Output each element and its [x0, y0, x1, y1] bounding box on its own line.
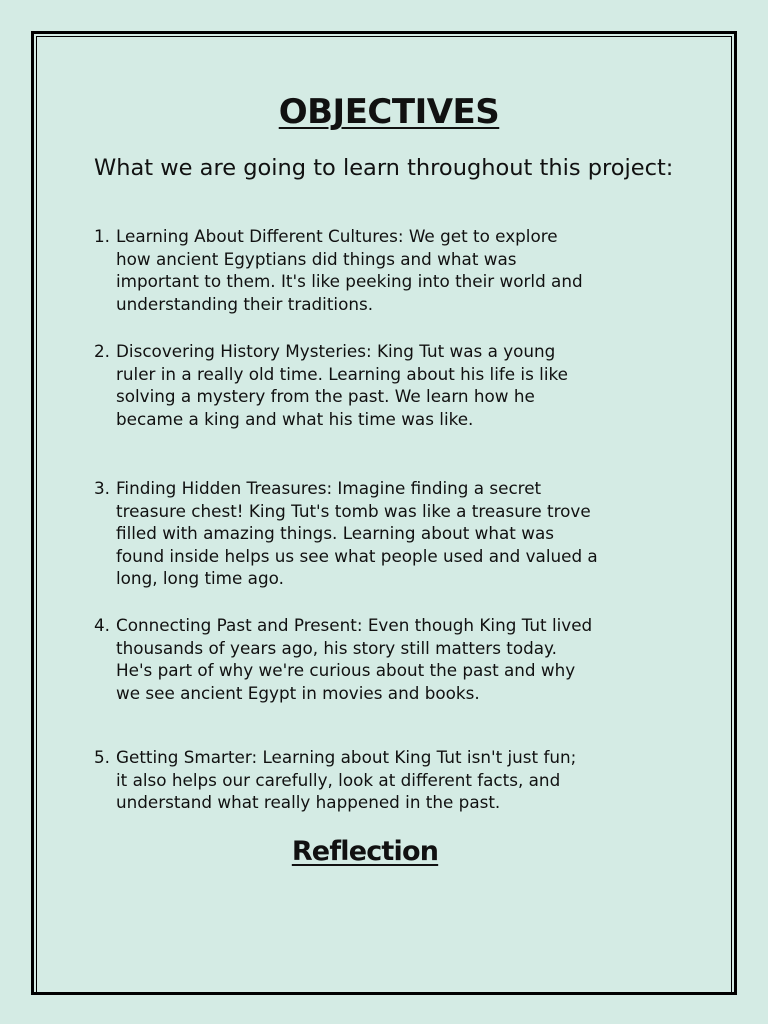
page-title: OBJECTIVES — [278, 92, 500, 132]
intro-text: What we are going to learn throughout this project: — [94, 155, 674, 181]
objective-item-3 — [94, 477, 684, 590]
objective-item-1 — [94, 225, 684, 315]
objective-text: Learning About Different Cultures: We get to explore how ancient Egyptians did things and what was important to them. It's like peeking into their world and understanding their traditions. — [116, 226, 583, 314]
objective-item-2 — [94, 340, 684, 430]
objective-number: 1. — [94, 226, 111, 246]
reflection-heading: Reflection — [291, 836, 439, 867]
objective-number: 5. — [94, 747, 111, 767]
objective-item-5 — [94, 746, 684, 814]
objective-text: Finding Hidden Treasures: Imagine finding a secret treasure chest! King Tut's tomb was like a treasure trove filled with amazing things. Learning about what was found inside helps us see what people used and valued a long, long time ago. — [116, 478, 598, 589]
objective-text: Connecting Past and Present: Even though King Tut lived thousands of years ago, his story still matters today. He's part of why we're curious about the past and why we see ancient Egypt in movies and books. — [116, 615, 593, 703]
objective-number: 3. — [94, 478, 111, 498]
objective-text: Discovering History Mysteries: King Tut was a young ruler in a really old time. Learning about his life is like solving a mystery from the past. We learn how he became a king and what his time was like. — [116, 341, 568, 429]
objective-text: Getting Smarter: Learning about King Tut isn't just fun; it also helps our carefully, look at different facts, and understand what really happened in the past. — [116, 747, 577, 813]
objective-number: 2. — [94, 341, 111, 361]
objective-item-4 — [94, 614, 684, 704]
objective-number: 4. — [94, 615, 111, 635]
